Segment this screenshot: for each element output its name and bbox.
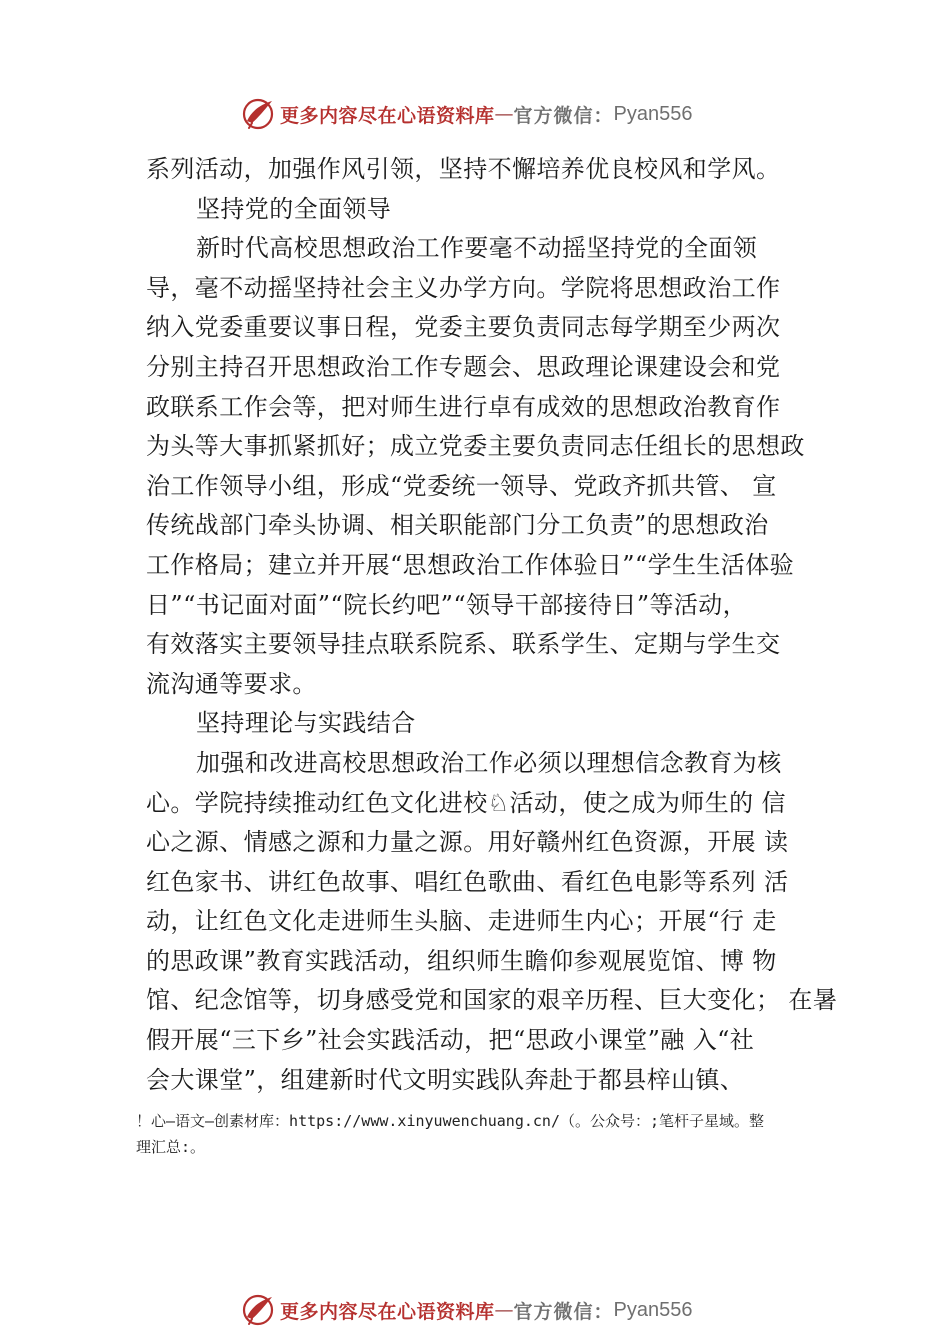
text-line: 会大课堂”，组建新时代文明实践队奔赴于都县梓山镇、 bbox=[146, 1065, 745, 1094]
text-line: 假开展“三下乡”社会实践活动，把“思政小课堂”融 入“社 bbox=[146, 1026, 755, 1055]
text-line: 心。学院持续推动红色文化进校♘活动，使之成为师生的 信 bbox=[146, 788, 786, 817]
text-line: 新时代高校思想政治工作要毫不动摇坚持党的全面领 bbox=[196, 234, 758, 263]
text-line: 加强和改进高校思想政治工作必须以理想信念教育为核 bbox=[196, 748, 782, 777]
text-line: 馆、纪念馆等，切身感受党和国家的艰辛历程、巨大变化； 在暑 bbox=[146, 986, 838, 1015]
pen-logo-icon bbox=[240, 1292, 276, 1328]
text-line: 工作格局；建立并开展“思想政治工作体验日”“学生生活体验 bbox=[146, 550, 795, 579]
section-heading-theory-practice: 坚持理论与实践结合 bbox=[196, 709, 416, 738]
section-heading-party-leadership: 坚持党的全面领导 bbox=[196, 194, 392, 223]
text-line: 系列活动，加强作风引领，坚持不懈培养优良校风和学风。 bbox=[146, 155, 781, 183]
text-line: 日”“书记面对面”“院长约吧”“领导干部接待日”等活动， bbox=[146, 590, 748, 619]
footnote-line: 理汇总:。 bbox=[136, 1138, 206, 1156]
banner-wechat-id: Pyan556 bbox=[613, 1298, 693, 1321]
banner-wechat-label: 官方微信： bbox=[513, 1300, 614, 1323]
footnote-line: ！心—语文—创素材库：https://www.xinyuwenchuang.cn/（。公众号：;笔杆子星域。整 bbox=[136, 1112, 765, 1130]
header-banner bbox=[240, 94, 693, 134]
text-line: 导，毫不动摇坚持社会主义办学方向。学院将思想政治工作 bbox=[146, 273, 781, 302]
text-line: 政联系工作会等，把对师生进行卓有成效的思想政治教育作 bbox=[146, 392, 781, 421]
text-line: 分别主持召开思想政治工作专题会、思政理论课建设会和党 bbox=[146, 352, 781, 381]
text-line: 有效落实主要领导挂点联系院系、联系学生、定期与学生交 bbox=[146, 630, 781, 659]
banner-dash: — bbox=[494, 1299, 514, 1321]
banner-dash: — bbox=[494, 103, 514, 125]
text-line: 的思政课”教育实践活动，组织师生瞻仰参观展览馆、博 物 bbox=[146, 946, 777, 975]
footnote bbox=[136, 1108, 836, 1160]
text-line: 为头等大事抓紧抓好；成立党委主要负责同志任组长的思想政 bbox=[146, 432, 805, 461]
banner-title: 更多内容尽在心语资料库 bbox=[280, 1300, 495, 1323]
text-line: 纳入党委重要议事日程，党委主要负责同志每学期至少两次 bbox=[146, 313, 781, 342]
text-line: 治工作领导小组，形成“党委统一领导、党政齐抓共管、 宣 bbox=[146, 471, 777, 500]
document-body bbox=[146, 150, 836, 1100]
text-line: 红色家书、讲红色故事、唱红色歌曲、看红色电影等系列 活 bbox=[146, 867, 789, 896]
pen-logo-icon bbox=[240, 96, 276, 132]
banner-title: 更多内容尽在心语资料库 bbox=[280, 104, 495, 127]
text-line: 流沟通等要求。 bbox=[146, 669, 317, 698]
text-line: 传统战部门牵头协调、相关职能部门分工负责”的思想政治 bbox=[146, 511, 769, 540]
banner-wechat-label: 官方微信： bbox=[513, 104, 614, 127]
footer-banner bbox=[240, 1290, 693, 1330]
text-line: 心之源、情感之源和力量之源。用好赣州红色资源，开展 读 bbox=[146, 828, 789, 857]
text-line: 动，让红色文化走进师生头脑、走进师生内心；开展“行 走 bbox=[146, 907, 777, 936]
banner-wechat-id: Pyan556 bbox=[613, 102, 693, 125]
